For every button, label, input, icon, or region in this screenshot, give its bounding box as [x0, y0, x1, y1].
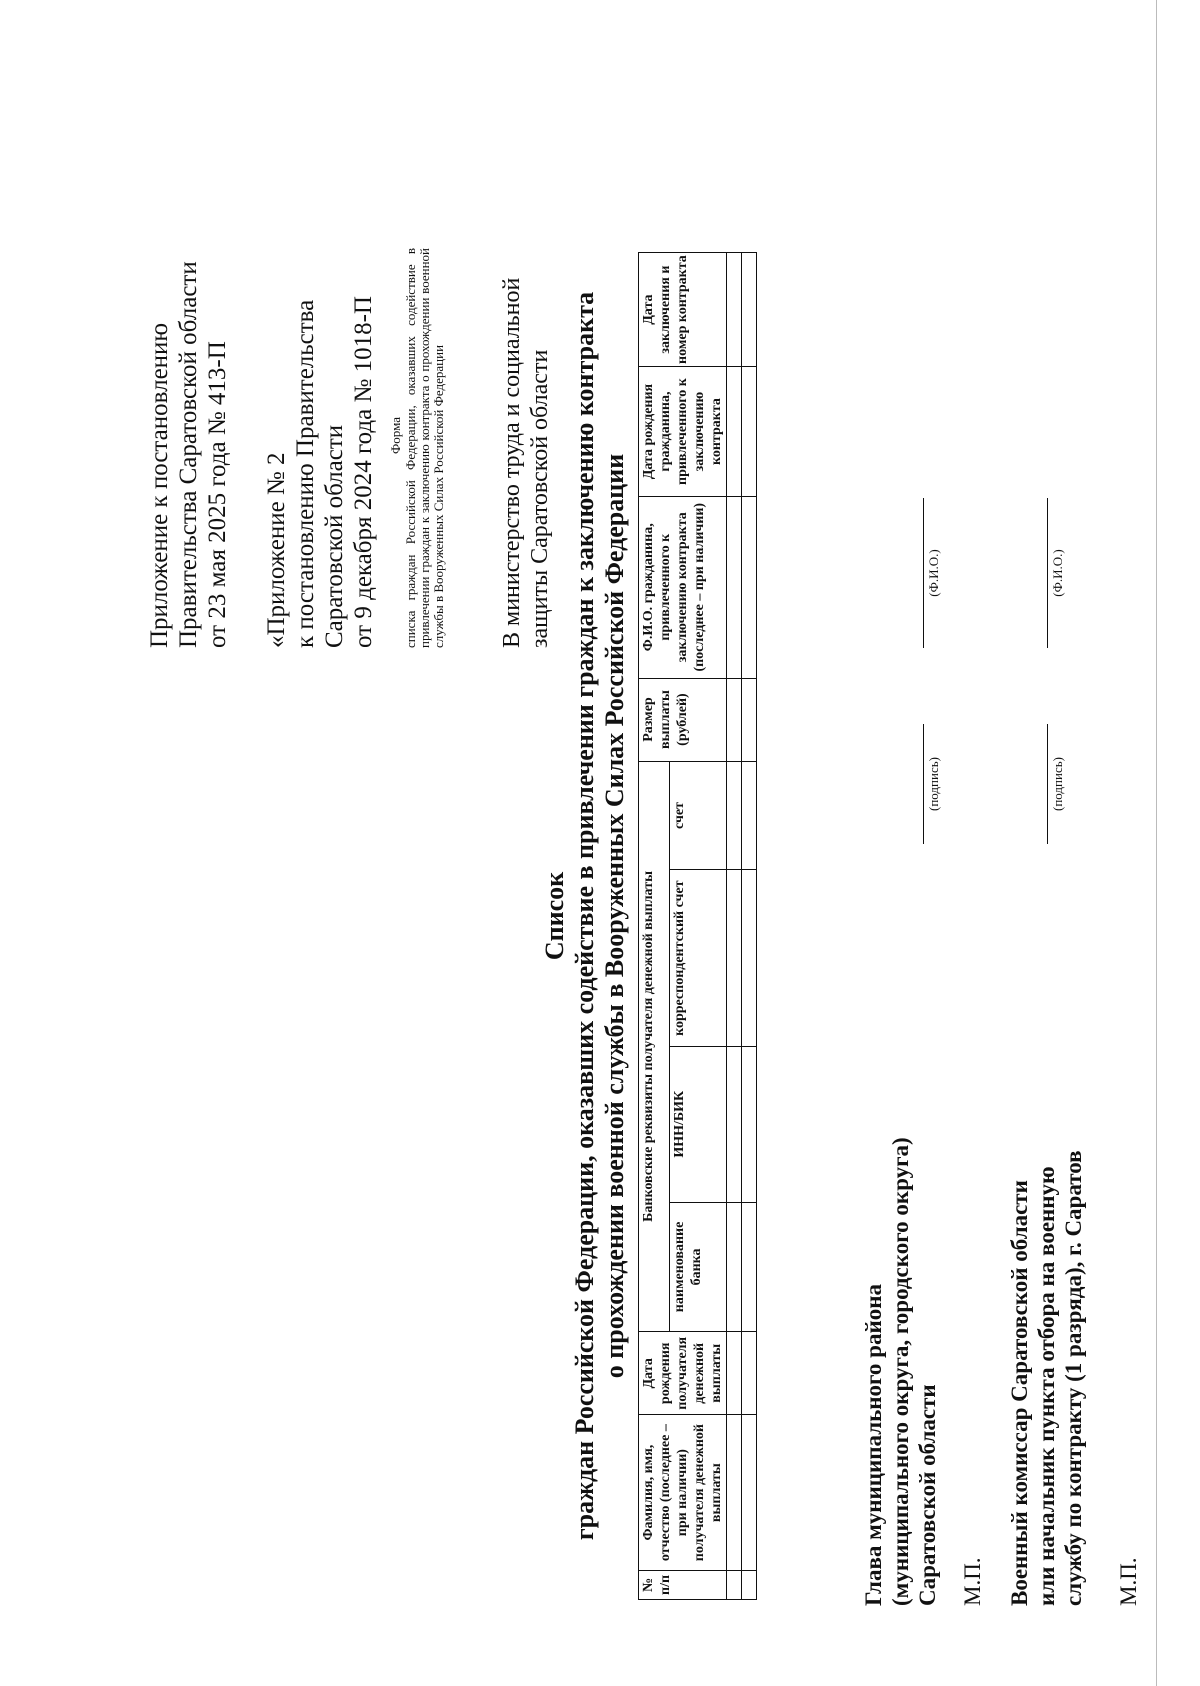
table-cell — [727, 496, 742, 678]
head-title-line: Саратовской области — [915, 1384, 940, 1606]
citizens-table — [638, 252, 757, 1600]
table-cell — [742, 1415, 757, 1571]
appendix-line: от 23 мая 2025 года № 413-П — [204, 341, 231, 648]
col-amount: Размер выплаты (рублей) — [639, 678, 727, 761]
table-cell — [742, 253, 757, 367]
title-main: Список — [540, 871, 569, 961]
table-row — [742, 253, 757, 1600]
stamp-placeholder: М.П. — [960, 1557, 985, 1606]
table-cell — [727, 870, 742, 1046]
head-signature-caption: (подпись) — [926, 757, 941, 811]
appendix-header — [145, 261, 232, 648]
table-cell — [742, 678, 757, 761]
document-title — [540, 266, 630, 1566]
col-corr-account: корреспондентский счет — [669, 870, 726, 1046]
table-cell — [727, 1415, 742, 1571]
form-label: Форма — [388, 417, 403, 454]
head-fio-line — [923, 498, 924, 648]
stamp-placeholder: М.П. — [1116, 1557, 1141, 1606]
col-account: счет — [669, 761, 726, 870]
col-recipient-fio: Фамилия, имя, отчество (последнее – при наличии) получателя денежной выплаты — [639, 1415, 727, 1571]
col-recipient-dob: Дата рождения получателя денежной выплаты — [639, 1332, 727, 1415]
ref-line: к постановлению Правительства — [292, 299, 319, 648]
reference-header — [262, 296, 378, 648]
commissar-title-line: службу по контракту (1 разряда), г. Саратов — [1061, 1150, 1086, 1606]
table-cell — [742, 761, 757, 870]
head-title-line: Глава муниципального района — [861, 1284, 886, 1606]
col-number: № п/п — [639, 1570, 727, 1599]
recipient-line: В министерство труда и социальной — [499, 277, 525, 648]
commissar-signature-line — [1047, 724, 1048, 844]
table-cell — [727, 1202, 742, 1332]
form-description: списка граждан Российской Федерации, оказавших содействие в привлечении граждан к заключению контракта о прохождении военной службы в Вооруженных Силах Российской Федерации — [403, 248, 446, 648]
commissar-title-line: или начальник пункта отбора на военную — [1034, 1166, 1059, 1606]
table-cell — [727, 1046, 742, 1202]
table-cell — [727, 1570, 742, 1599]
table-row — [727, 253, 742, 1600]
col-group-bank: Банковские реквизиты получателя денежной выплаты — [639, 761, 670, 1332]
table-cell — [742, 1570, 757, 1599]
table-cell — [727, 367, 742, 497]
table-cell — [727, 678, 742, 761]
commissar-fio-caption: (Ф.И.О.) — [1050, 549, 1065, 597]
head-signature-line — [923, 724, 924, 844]
table-cell — [727, 1332, 742, 1415]
table-cell — [727, 253, 742, 367]
table-cell — [742, 367, 757, 497]
table-cell — [727, 761, 742, 870]
head-fio-caption: (Ф.И.О.) — [926, 549, 941, 597]
head-title-line: (муниципального округа, городского округа) — [888, 1137, 913, 1606]
ref-line: Саратовской области — [321, 424, 348, 648]
table-header-row — [639, 253, 670, 1600]
scan-edge-line — [1156, 0, 1157, 1686]
appendix-line: Правительства Саратовской области — [175, 261, 202, 648]
commissar-signature-block — [1006, 1150, 1087, 1606]
table-cell — [742, 870, 757, 1046]
head-signature-block — [860, 1137, 941, 1606]
table-cell — [742, 1332, 757, 1415]
table-cell — [742, 1046, 757, 1202]
table-cell — [742, 1202, 757, 1332]
title-line-2: о прохождении военной службы в Вооруженных Силах Российской Федерации — [600, 453, 629, 1379]
commissar-fio-line — [1047, 498, 1048, 648]
table-cell — [742, 496, 757, 678]
ref-line: от 9 декабря 2024 года № 1018-П — [350, 296, 377, 648]
appendix-line: Приложение к постановлению — [146, 322, 173, 648]
col-citizen-dob: Дата рождения гражданина, привлеченного к заключению контракта — [639, 367, 727, 497]
col-citizen-fio: Ф.И.О. гражданина, привлеченного к заключению контракта (последнее – при наличии) — [639, 496, 727, 678]
commissar-title-line: Военный комиссар Саратовской области — [1007, 1180, 1032, 1606]
commissar-signature-caption: (подпись) — [1050, 757, 1065, 811]
col-contract: Дата заключения и номер контракта — [639, 253, 727, 367]
col-inn-bik: ИНН/БИК — [669, 1046, 726, 1202]
col-bank-name: наименование банка — [669, 1202, 726, 1332]
recipient-line: защиты Саратовской области — [527, 349, 553, 648]
ref-line: «Приложение № 2 — [263, 452, 290, 648]
title-line-1: граждан Российской Федерации, оказавших содействие в привлечении граждан к заключению контракта — [570, 291, 599, 1541]
